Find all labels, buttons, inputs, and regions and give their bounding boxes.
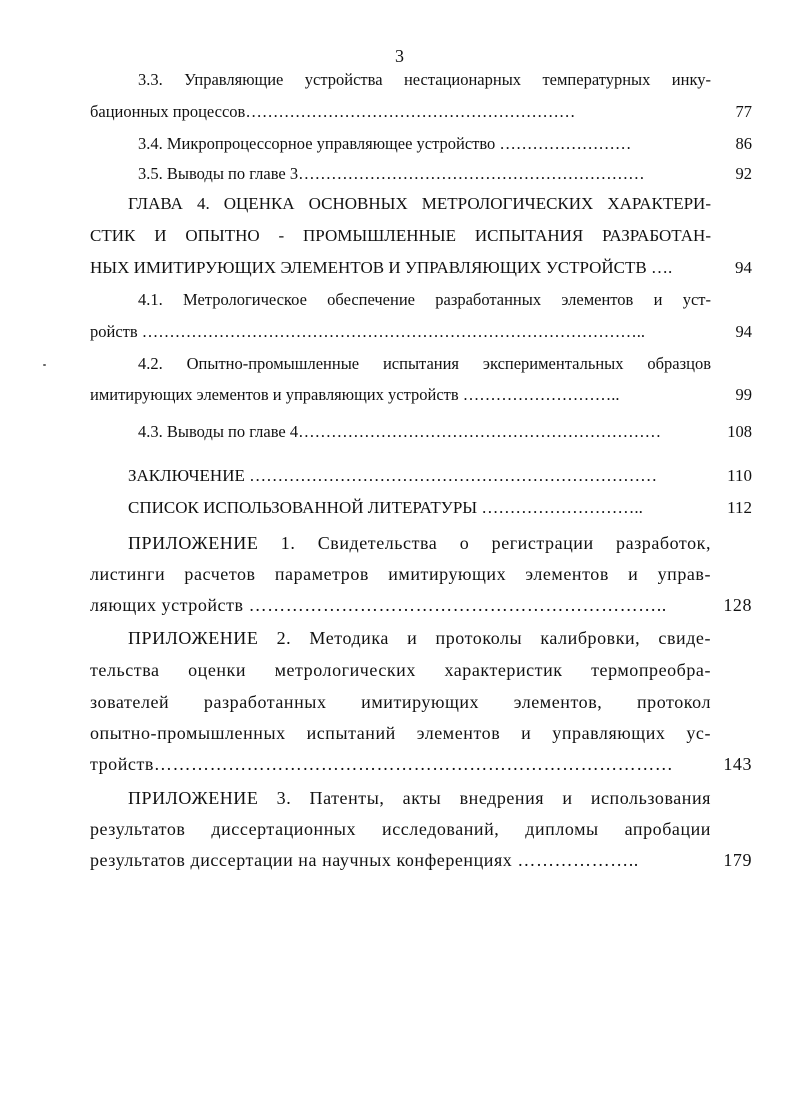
toc-entry-text: СПИСОК ИСПОЛЬЗОВАННОЙ ЛИТЕРАТУРЫ ……………………….. — [128, 498, 643, 517]
toc-page-number: 99 — [735, 385, 752, 404]
toc-appendix-2-line-2 — [0, 656, 799, 684]
toc-entry-text: 3.5. Выводы по главе 3……………………………………………………… — [138, 164, 645, 183]
toc-entry-text: зователей разработанных имитирующих элементов, протокол — [90, 692, 711, 712]
toc-appendix-1-line-3 — [0, 591, 799, 619]
toc-entry-4-1-line-1 — [0, 286, 799, 314]
toc-entry-3-3-line-1 — [0, 66, 799, 94]
toc-entry-4-3 — [0, 418, 799, 446]
toc-entry-text: 3.4. Микропроцессорное управляющее устройство …………………… — [138, 134, 632, 153]
toc-page-number: 112 — [727, 498, 752, 517]
toc-entry-text: имитирующих элементов и управляющих устройств ……………………….. — [90, 385, 620, 404]
toc-appendix-2-line-3 — [0, 688, 799, 716]
toc-entry-text: 3.3. Управляющие устройства нестационарных температурных инку- — [138, 70, 711, 89]
toc-entry-text: СТИК И ОПЫТНО - ПРОМЫШЛЕННЫЕ ИСПЫТАНИЯ РАЗРАБОТАН- — [90, 226, 711, 245]
toc-page-number: 110 — [727, 466, 752, 485]
toc-appendix-2-line-1 — [0, 624, 799, 652]
toc-page-number: 92 — [735, 164, 752, 183]
toc-entry-3-4 — [0, 130, 799, 158]
toc-entry-text: ГЛАВА 4. ОЦЕНКА ОСНОВНЫХ МЕТРОЛОГИЧЕСКИХ ХАРАКТЕРИ- — [128, 194, 711, 213]
toc-entry-text: НЫХ ИМИТИРУЮЩИХ ЭЛЕМЕНТОВ И УПРАВЛЯЮЩИХ УСТРОЙСТВ …. — [90, 258, 673, 277]
toc-page-number: 108 — [727, 422, 752, 441]
toc-entry-text: тройств………………………………………………………………………… — [90, 754, 674, 774]
page-number: 3 — [395, 46, 404, 66]
toc-entry-text: ройств ……………………………………………………………………………….. — [90, 322, 646, 341]
toc-appendix-3-line-2 — [0, 815, 799, 843]
toc-entry-text: листинги расчетов параметров имитирующих элементов и управ- — [90, 564, 711, 584]
toc-appendix-2-line-4 — [0, 719, 799, 747]
toc-entry-text: бационных процессов…………………………………………………… — [90, 102, 576, 121]
toc-entry-text: результатов диссертационных исследований, дипломы апробации — [90, 819, 711, 839]
toc-entry-4-1-line-2 — [0, 318, 799, 346]
toc-entry-4-2-line-1 — [0, 350, 799, 378]
toc-appendix-3-line-3 — [0, 846, 799, 874]
toc-entry-text: опытно-промышленных испытаний элементов и управляющих ус- — [90, 723, 711, 743]
toc-entry-text: 4.2. Опытно-промышленные испытания экспериментальных образцов — [138, 354, 711, 373]
toc-entry-text: ЗАКЛЮЧЕНИЕ ……………………………………………………………… — [128, 466, 658, 485]
toc-entry-text: ПРИЛОЖЕНИЕ 2. Методика и протоколы калибровки, свиде- — [128, 628, 711, 648]
toc-conclusion — [0, 462, 799, 490]
toc-entry-text: 4.3. Выводы по главе 4………………………………………………………… — [138, 422, 662, 441]
toc-page-number: 179 — [723, 850, 752, 870]
toc-entry-text: тельства оценки метрологических характеристик термопреобра- — [90, 660, 711, 680]
toc-entry-text: ляющих устройств ………………………………………………………….. — [90, 595, 667, 615]
toc-page-number: 77 — [735, 102, 752, 121]
toc-page-number: 143 — [723, 754, 752, 774]
toc-appendix-1-line-2 — [0, 560, 799, 588]
toc-appendix-2-line-5 — [0, 750, 799, 778]
toc-entry-text: результатов диссертации на научных конференциях ……………….. — [90, 850, 639, 870]
toc-entry-text: 4.1. Метрологическое обеспечение разработанных элементов и уст- — [138, 290, 711, 309]
toc-entry-4-2-line-2 — [0, 381, 799, 409]
toc-page-number: 128 — [723, 595, 752, 615]
toc-references — [0, 494, 799, 522]
toc-chapter-4-line-1 — [0, 190, 799, 218]
toc-appendix-3-line-1 — [0, 784, 799, 812]
toc-page-number: 94 — [735, 258, 752, 277]
toc-chapter-4-line-2 — [0, 222, 799, 250]
toc-page-number: 94 — [735, 322, 752, 341]
toc-page-number: 86 — [735, 134, 752, 153]
toc-entry-3-3-line-2 — [0, 98, 799, 126]
toc-entry-text: ПРИЛОЖЕНИЕ 1. Свидетельства о регистрации разработок, — [128, 533, 711, 553]
toc-entry-text: ПРИЛОЖЕНИЕ 3. Патенты, акты внедрения и использования — [128, 788, 711, 808]
toc-appendix-1-line-1 — [0, 529, 799, 557]
toc-entry-3-5 — [0, 160, 799, 188]
toc-chapter-4-line-3 — [0, 254, 799, 282]
